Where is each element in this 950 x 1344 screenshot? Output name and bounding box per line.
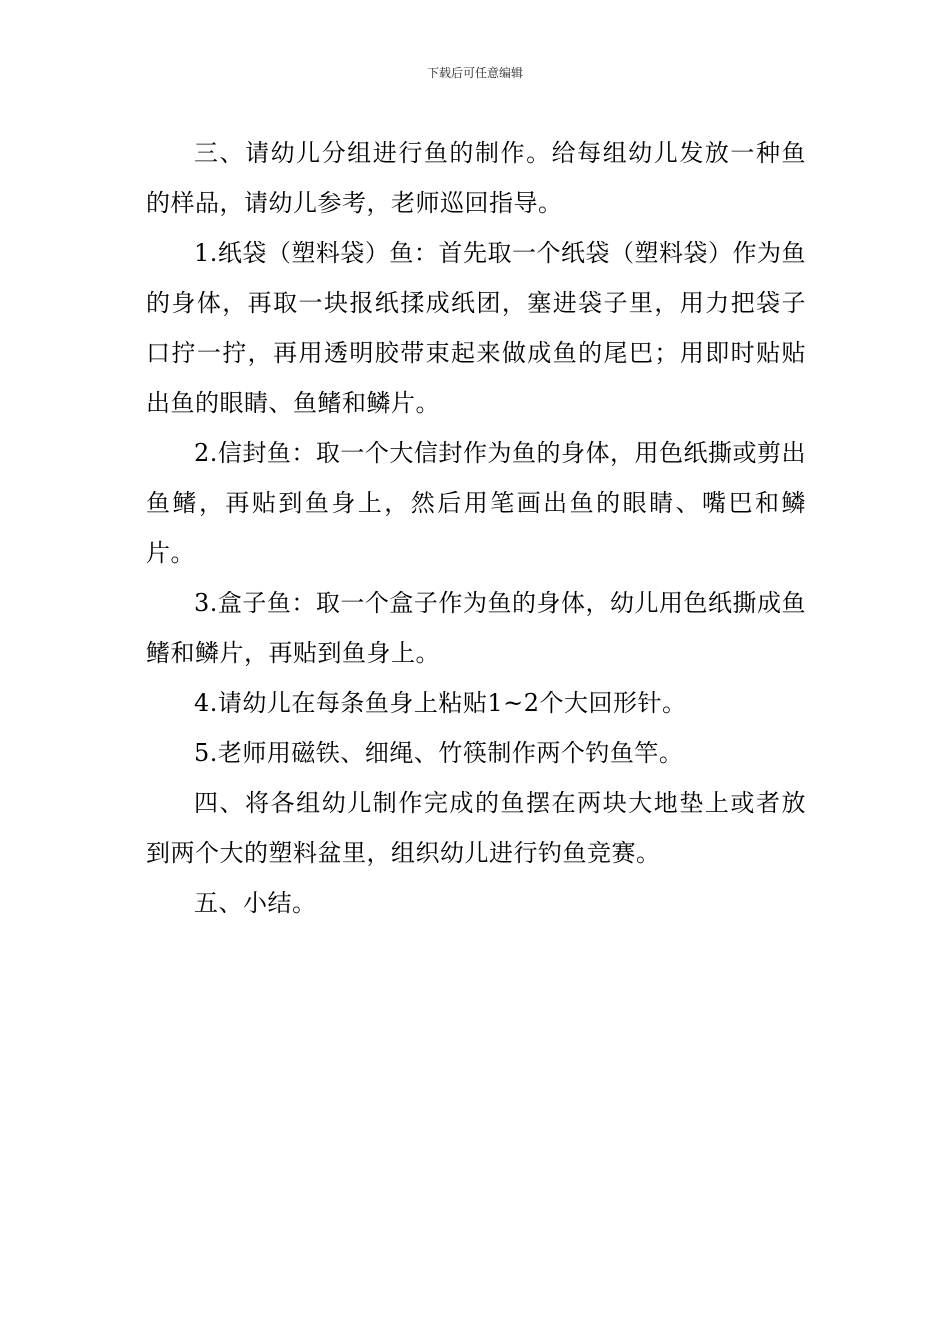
page-header: 下载后可任意编辑 bbox=[426, 66, 523, 80]
paragraph-step-5-fishing-rods: 5.老师用磁铁、细绳、竹筷制作两个钓鱼竿。 bbox=[194, 739, 684, 767]
paragraph-section-5-summary: 五、小结。 bbox=[194, 889, 317, 917]
paragraph-step-4-paperclips: 4.请幼儿在每条鱼身上粘贴1~2个大回形针。 bbox=[194, 689, 687, 717]
paragraph-step-3-box-fish: 3.盒子鱼：取一个盒子作为鱼的身体，幼儿用色纸撕成鱼鳍和鳞片，再贴到鱼身上。 bbox=[146, 589, 806, 667]
document-body bbox=[146, 128, 806, 928]
paragraph-section-4: 四、将各组幼儿制作完成的鱼摆在两块大地垫上或者放到两个大的塑料盆里，组织幼儿进行钓鱼竞赛。 bbox=[146, 789, 806, 867]
paragraph-section-3: 三、请幼儿分组进行鱼的制作。给每组幼儿发放一种鱼的样品，请幼儿参考，老师巡回指导。 bbox=[146, 139, 806, 217]
paragraph-step-1-paper-bag-fish: 1.纸袋（塑料袋）鱼：首先取一个纸袋（塑料袋）作为鱼的身体，再取一块报纸揉成纸团，塞进袋子里，用力把袋子口拧一拧，再用透明胶带束起来做成鱼的尾巴；用即时贴贴出鱼的眼睛、鱼鳍和鳞片。 bbox=[146, 239, 806, 417]
paragraph-step-2-envelope-fish: 2.信封鱼：取一个大信封作为鱼的身体，用色纸撕或剪出鱼鳍，再贴到鱼身上，然后用笔画出鱼的眼睛、嘴巴和鳞片。 bbox=[146, 439, 806, 567]
